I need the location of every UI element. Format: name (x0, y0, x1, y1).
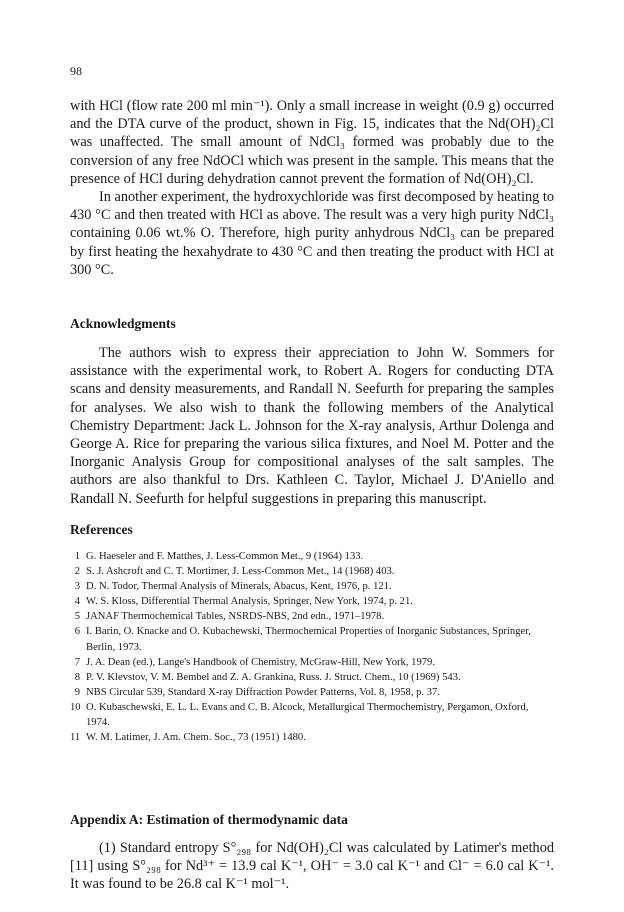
reference-item: 4 W. S. Kloss, Differential Thermal Analysis, Springer, New York, 1974, p. 21. (74, 596, 413, 608)
reference-item: 2 S. J. Ashcroft and C. T. Mortimer, J. Less-Common Met., 14 (1968) 403. (74, 566, 395, 578)
reference-item: 7 J. A. Dean (ed.), Lange's Handbook of Chemistry, McGraw-Hill, New York, 1979. (74, 656, 435, 668)
reference-item: 11 W. M. Latimer, J. Am. Chem. Soc., 73 (1951) 1480. (70, 732, 306, 744)
references-heading: References (70, 522, 133, 537)
acknowledgments-heading: Acknowledgments (70, 316, 176, 331)
reference-item: 3 D. N. Todor, Thermal Analysis of Minerals, Abacus, Kent, 1976, p. 121. (74, 581, 392, 593)
references-list (70, 549, 554, 745)
acknowledgments-section (70, 316, 554, 508)
appendix-heading: Appendix A: Estimation of thermodynamic data (70, 812, 348, 827)
body-text (70, 97, 554, 279)
appendix-section (70, 812, 554, 894)
page-number: 98 (70, 64, 82, 78)
reference-item: 1 G. Haeseler and F. Matthes, J. Less-Common Met., 9 (1964) 133. (74, 551, 364, 562)
reference-item: 5 JANAF Thermochemical Tables, NSRDS-NBS, 2nd edn., 1971–1978. (74, 611, 385, 623)
appendix-text: (1) Standard entropy S°₂₉₈ for Nd(OH)₂Cl was calculated by Latimer's method [11] using S°₂₉₈ for Nd³⁺ = 13.9 cal K⁻¹, OH⁻ = 3.0 cal K⁻¹ and Cl⁻ = 6.0 cal K⁻¹. It was found to be 26.8 cal K⁻¹ mol⁻¹. (70, 840, 554, 893)
reference-item: 10 O. Kubaschewski, E. L. L. Evans and C. B. Alcock, Metallurgical Thermochemistry, Pergamon, Oxford, 1974. (70, 701, 529, 729)
reference-item: 9 NBS Circular 539, Standard X-ray Diffraction Powder Patterns, Vol. 8, 1958, p. 37. (74, 686, 440, 698)
references-section (70, 522, 554, 745)
paragraph-1: with HCl (flow rate 200 ml min⁻¹). Only a small increase in weight (0.9 g) occurred and the DTA curve of the product, shown in Fig. 15, indicates that the Nd(OH)₂Cl was unaffected. The small amount of NdCl₃ formed was probably due to the conversion of any free NdOCl which was present in the sample. This means that the presence of HCl during dehydration cannot prevent the formation of Nd(OH)₂Cl. (70, 98, 554, 187)
paragraph-2: In another experiment, the hydroxychloride was first decomposed by heating to 430 °C and then treated with HCl as above. The result was a very high purity NdCl₃ containing 0.06 wt.% O. Therefore, high purity anhydrous NdCl₃ can be prepared by first heating the hexahydrate to 430 °C and then treating the product with HCl at 300 °C. (70, 189, 554, 278)
reference-item: 8 P. V. Klevstov, V. M. Bembel and Z. A. Grankina, Russ. J. Struct. Chem., 10 (1969) 543. (74, 671, 461, 683)
acknowledgments-text: The authors wish to express their appreciation to John W. Sommers for assistance with the experimental work, to Robert A. Rogers for conducting DTA scans and density measurements, and Randall N. Seefurth for preparing the samples for analyses. We also wish to thank the following members of the Analytical Chemistry Department: Jack L. Johnson for the X-ray analysis, Arthur Dolenga and George A. Rice for preparing the various silica fixtures, and Noel M. Potter and the Inorganic Analysis Group for compositional analyses of the salt samples. The authors are also thankful to Drs. Kathleen C. Taylor, Michael J. D'Aniello and Randall N. Seefurth for helpful suggestions in preparing this manuscript. (70, 345, 554, 507)
reference-item: 6 I. Barin, O. Knacke and O. Kubachewski, Thermochemical Properties of Inorganic Substances, Springer, Berlin, 1973. (74, 626, 531, 653)
